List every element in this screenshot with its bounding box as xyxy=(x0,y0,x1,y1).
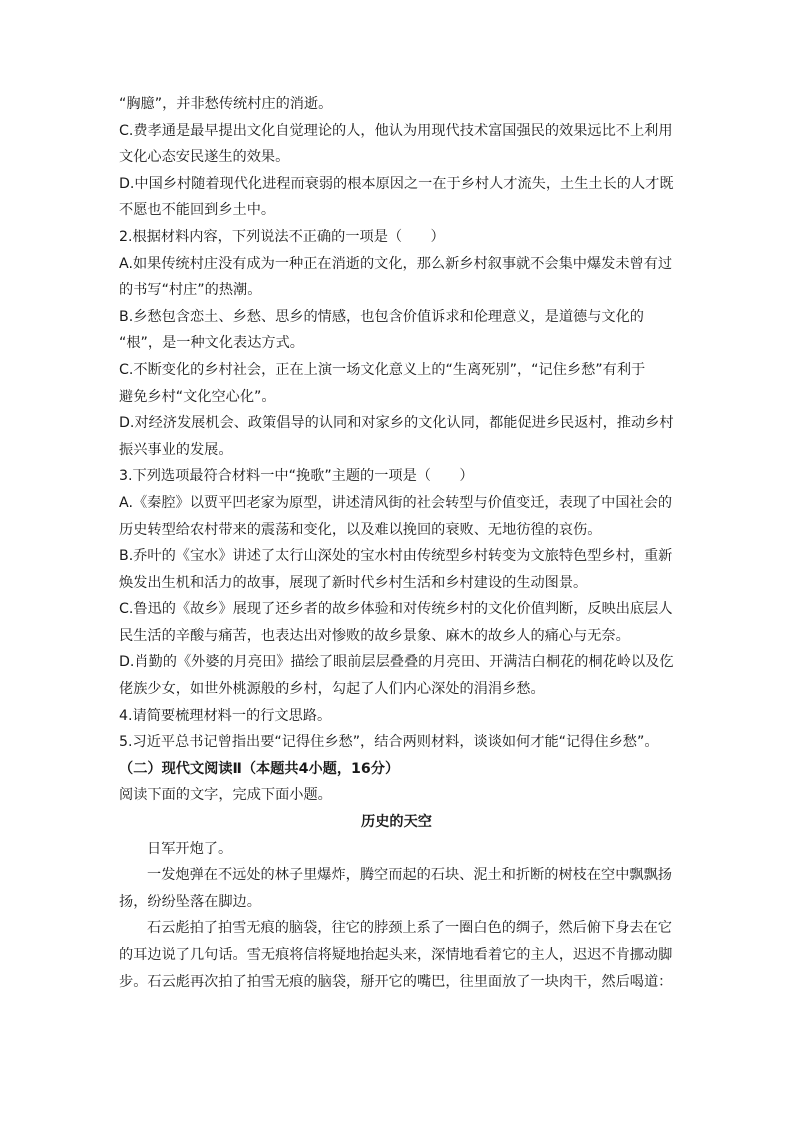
text-line: 历史转型给农村带来的震荡和变化，以及难以挽回的衰败、无地彷徨的哀伤。 xyxy=(119,521,602,538)
option-b-line: B.乔叶的《宝水》讲述了太行山深处的宝水村由传统型乡村转变为文旅特色型乡村，重新 xyxy=(119,548,673,565)
option-d-line: D.对经济发展机会、政策倡导的认同和对家乡的文化认同，都能促进乡民返村，推动乡村 xyxy=(119,415,674,432)
question-2: 2.根据材料内容，下列说法不正确的一项是（ ） xyxy=(119,228,445,245)
text-line: 文化心态安民遂生的效果。 xyxy=(119,149,290,166)
option-d-line: D.中国乡村随着现代化进程而衰弱的根本原因之一在于乡村人才流失，土生土长的人才既 xyxy=(119,175,674,192)
text-line: 佬族少女，如世外桃源般的乡村，勾起了人们内心深处的涓涓乡愁。 xyxy=(119,681,545,698)
question-5: 5.习近平总书记曾指出要“记得住乡愁”，结合两则材料，谈谈如何才能“记得住乡愁”。 xyxy=(119,734,659,751)
text-line: 避免乡村“文化空心化”。 xyxy=(119,388,276,405)
story-line: 扬，纷纷坠落在脚边。 xyxy=(119,893,261,910)
option-a-line: A.《秦腔》以贾平凹老家为原型，讲述清风街的社会转型与价值变迁，表现了中国社会的 xyxy=(119,494,673,511)
option-c-line: C.不断变化的乡村社会，正在上演一场文化意义上的“生离死别”，“记住乡愁”有利于 xyxy=(119,361,646,378)
option-a-line: A.如果传统村庄没有成为一种正在消逝的文化，那么新乡村叙事就不会集中爆发未曾有过 xyxy=(119,255,673,272)
question-3: 3.下列选项最符合材料一中“挽歌”主题的一项是（ ） xyxy=(119,468,474,485)
text-line: 不愿也不能回到乡土中。 xyxy=(119,202,276,219)
story-line: 的耳边说了几句话。雪无痕将信将疑地抬起头来，深情地看着它的主人，迟迟不肯挪动脚 xyxy=(119,947,673,963)
story-paragraph: 石云彪拍了拍雪无痕的脑袋，往它的脖颈上系了一圈白色的绸子，然后俯下身去在它 xyxy=(147,920,672,937)
text-line: “胸臆”，并非愁传统村庄的消逝。 xyxy=(119,96,333,112)
question-4: 4.请简要梳理材料一的行文思路。 xyxy=(119,707,332,724)
option-c-line: C.费孝通是最早提出文化自觉理论的人，他认为用现代技术富国强民的效果远比不上利用 xyxy=(119,122,673,139)
section-heading: （二）现代文阅读Ⅱ（本题共4小题，16分） xyxy=(119,760,400,777)
story-line: 步。石云彪再次拍了拍雪无痕的脑袋，掰开它的嘴巴，往里面放了一块肉干，然后喝道： xyxy=(119,973,673,990)
story-paragraph: 一发炮弹在不远处的林子里爆炸，腾空而起的石块、泥土和折断的树枝在空中飘飘扬 xyxy=(147,867,672,884)
instruction: 阅读下面的文字，完成下面小题。 xyxy=(119,787,332,804)
option-d-line: D.肖勤的《外婆的月亮田》描绘了眼前层层叠叠的月亮田、开满洁白桐花的桐花岭以及仡 xyxy=(119,654,674,671)
option-b-line: B.乡愁包含恋土、乡愁、思乡的情感，也包含价值诉求和伦理意义，是道德与文化的 xyxy=(119,308,644,325)
option-c-line: C.鲁迅的《故乡》展现了还乡者的故乡体验和对传统乡村的文化价值判断，反映出底层人 xyxy=(119,601,673,618)
text-line: 焕发出生机和活力的故事，展现了新时代乡村生活和乡村建设的生动图景。 xyxy=(119,574,588,591)
text-line: “根”，是一种文化表达方式。 xyxy=(119,335,304,352)
text-line: 的书写“村庄”的热潮。 xyxy=(119,282,262,299)
text-line: 振兴事业的发展。 xyxy=(119,441,233,458)
story-title: 历史的天空 xyxy=(361,814,432,831)
story-paragraph: 日军开炮了。 xyxy=(147,840,233,857)
text-line: 民生活的辛酸与痛苦，也表达出对惨败的故乡景象、麻木的故乡人的痛心与无奈。 xyxy=(119,627,630,644)
